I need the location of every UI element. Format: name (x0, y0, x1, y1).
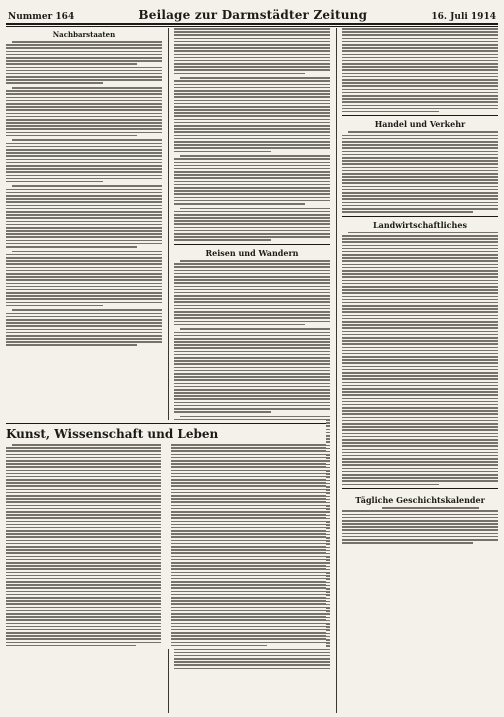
section-rule (342, 216, 498, 217)
section-rule (174, 244, 330, 245)
section-title-kunst: Kunst, Wissenschaft und Leben (6, 427, 219, 441)
section-title-nachbarstaaten: Nachbarstaaten (52, 30, 116, 39)
issue-date: 16. Juli 1914 (431, 12, 496, 22)
kunst-section (6, 420, 326, 649)
issue-number: Nummer 164 (8, 12, 75, 22)
article-text (171, 444, 326, 649)
article-text (174, 28, 330, 241)
section-title-reisen: Reisen und Wandern (205, 248, 299, 258)
article-text (6, 444, 161, 649)
section-title-geschichtskalender: Tägliche Geschichtskalender (355, 495, 485, 506)
article-text (342, 28, 498, 112)
column-divider (336, 28, 337, 713)
section-rule (6, 423, 326, 424)
masthead-rule (6, 26, 498, 27)
columns-area (6, 28, 498, 713)
masthead-title: Beilage zur Darmstädter Zeitung (138, 8, 368, 22)
section-title-handel: Handel und Verkehr (374, 119, 466, 130)
article-text (342, 232, 498, 485)
section-rule (342, 488, 498, 489)
masthead (6, 4, 498, 25)
article-text (6, 41, 162, 346)
section-title-landwirtschaft: Landwirtschaftliches (373, 219, 467, 230)
article-text (342, 131, 498, 212)
article-text (342, 507, 498, 544)
right-column (342, 28, 498, 713)
newspaper-page (6, 4, 498, 713)
section-rule (342, 115, 498, 116)
kunst-columns (6, 444, 326, 649)
